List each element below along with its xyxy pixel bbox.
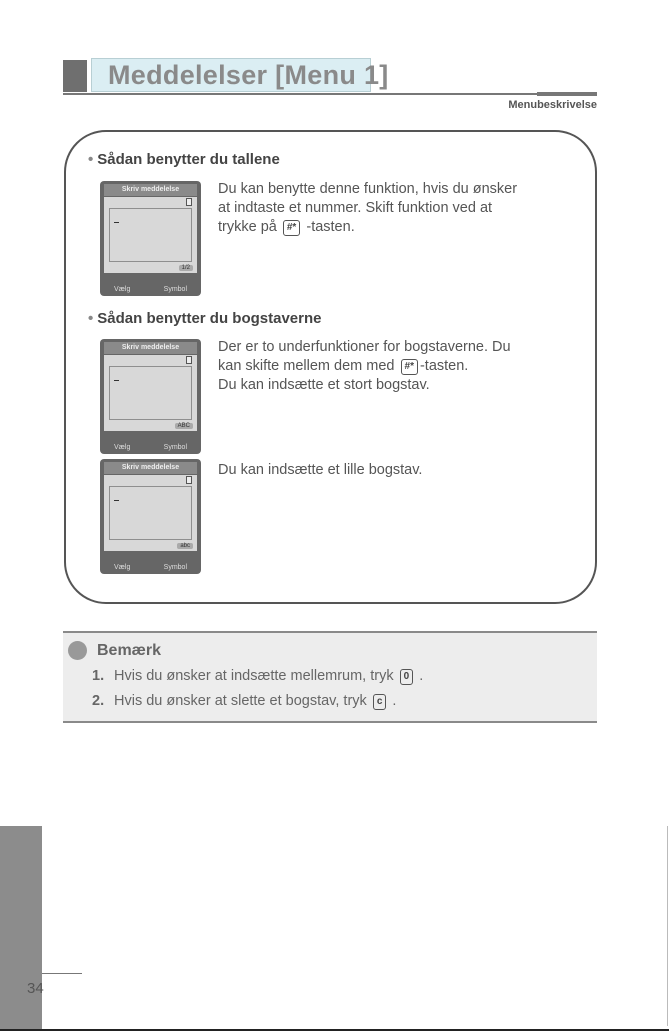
left-softkey-label: Vælg	[114, 444, 131, 451]
phone-screen-uppercase	[100, 339, 201, 454]
phone-screen-lowercase	[100, 459, 201, 574]
phone-screen-title: Skriv meddelelse	[104, 462, 197, 474]
header-rule	[63, 93, 597, 95]
note-item: 2. Hvis du ønsker at slette et bogstav, tryk c .	[92, 693, 397, 709]
bullet-icon: •	[88, 151, 94, 168]
input-mode-indicator: 1/2	[179, 265, 193, 271]
phone-screen-area	[104, 475, 197, 551]
right-edge-line	[667, 826, 668, 1026]
note-bullet-icon	[68, 641, 87, 660]
message-icon	[186, 198, 192, 206]
section3-text: Du kan indsætte et lille bogstav.	[218, 462, 423, 478]
section1-text: Du kan benytte denne funktion, hvis du ønsker at indtaste et nummer. Skift funktion ved at trykke på #* -tasten.	[218, 181, 518, 235]
input-mode-indicator: ABC	[175, 423, 193, 429]
right-softkey-label: Symbol	[163, 444, 187, 451]
bullet-icon: •	[88, 310, 94, 327]
section-heading-letters: • Sådan benytter du bogstaverne	[88, 310, 322, 327]
phone-screen-title: Skriv meddelelse	[104, 342, 197, 354]
phone-text-box	[109, 366, 192, 420]
input-mode-indicator: abc	[177, 543, 193, 549]
phone-screen-area	[104, 355, 197, 431]
page-title: Meddelelser [Menu 1]	[108, 60, 389, 90]
message-icon	[186, 476, 192, 484]
right-softkey-label: Symbol	[163, 286, 187, 293]
zero-key-icon: 0	[400, 669, 414, 685]
note-title: Bemærk	[97, 642, 162, 659]
left-softkey-label: Vælg	[114, 564, 131, 571]
section-subtitle: Menubeskrivelse	[508, 99, 597, 111]
text-cursor	[114, 222, 119, 223]
text-cursor	[114, 500, 119, 501]
header-square	[63, 60, 87, 92]
phone-screen-area	[104, 197, 197, 273]
phone-screen-title: Skriv meddelelse	[104, 184, 197, 196]
page-number-rule	[42, 973, 82, 974]
text-cursor	[114, 380, 119, 381]
clear-key-icon: c	[373, 694, 387, 710]
chapter-side-tab	[0, 826, 42, 1031]
left-softkey-label: Vælg	[114, 286, 131, 293]
phone-text-box	[109, 208, 192, 262]
message-icon	[186, 356, 192, 364]
hash-star-key-icon: #*	[283, 220, 300, 236]
right-softkey-label: Symbol	[163, 564, 187, 571]
note-item: 1. Hvis du ønsker at indsætte mellemrum, tryk 0 .	[92, 668, 424, 684]
header-rule-accent	[537, 92, 597, 96]
section2-text: Der er to underfunktioner for bogstaverne. Du kan skifte mellem dem med #* -tasten. Du kan indsætte et stort bogstav.	[218, 339, 511, 393]
phone-text-box	[109, 486, 192, 540]
section-heading-numbers: • Sådan benytter du tallene	[88, 151, 280, 168]
hash-star-key-icon: #*	[401, 359, 418, 375]
page-number: 34	[27, 980, 44, 997]
phone-screen-numbers	[100, 181, 201, 296]
